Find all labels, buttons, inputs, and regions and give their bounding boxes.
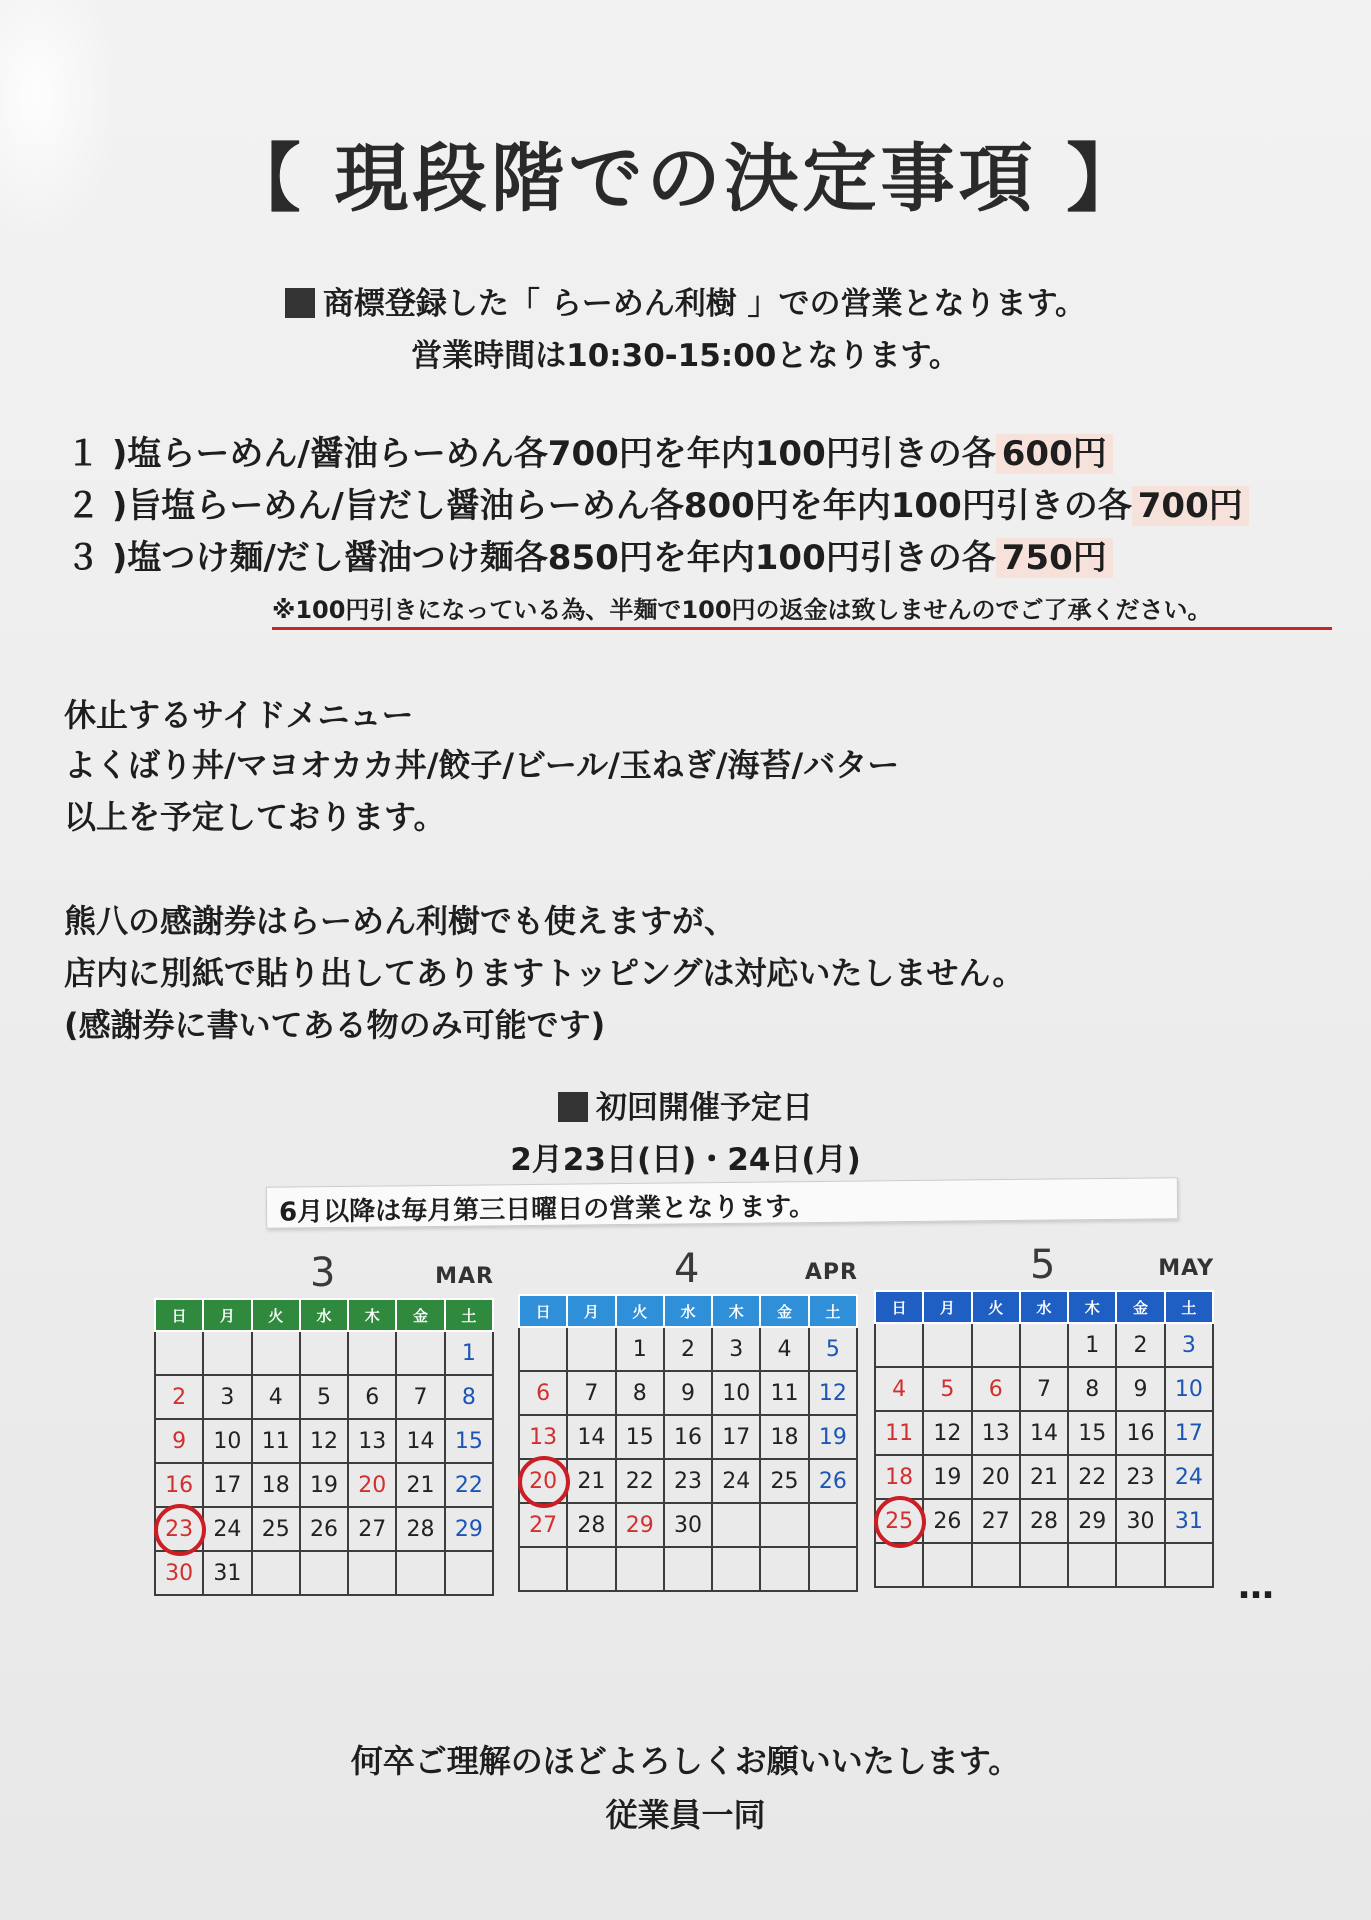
calendar-day: 24 [203, 1507, 251, 1551]
price-highlight: 600円 [996, 434, 1113, 474]
calendar-week-row [875, 1411, 1213, 1455]
calendar-empty-cell [972, 1323, 1020, 1367]
calendar-week-row [155, 1331, 493, 1375]
pasted-note-slip: 6月以降は毎月第三日曜日の営業となります。 [266, 1177, 1178, 1229]
calendar-day: 17 [712, 1415, 760, 1459]
calendar-day: 24 [1165, 1455, 1213, 1499]
weekday-header: 土 [1165, 1291, 1213, 1323]
weekday-header: 木 [1068, 1291, 1116, 1323]
calendar-day: 29 [445, 1507, 493, 1551]
calendar-month-5 [874, 1242, 1214, 1612]
calendar-day: 20 [348, 1463, 396, 1507]
calendar-day: 8 [445, 1375, 493, 1419]
calendar-day: 15 [616, 1415, 664, 1459]
calendar-week-row [875, 1367, 1213, 1411]
calendar-empty-cell [252, 1331, 300, 1375]
calendar-day: 1 [616, 1327, 664, 1371]
page-title: 【 現段階での決定事項 】 [226, 136, 1145, 222]
calendar-day: 26 [923, 1499, 971, 1543]
calendar-day: 30 [155, 1551, 203, 1595]
calendar-day: 21 [567, 1459, 615, 1503]
calendar-day: 18 [252, 1463, 300, 1507]
calendar-week-row [519, 1371, 857, 1415]
calendar-empty-cell [1116, 1543, 1164, 1587]
calendar-day: 23 [664, 1459, 712, 1503]
calendar-day: 15 [1068, 1411, 1116, 1455]
calendar-day: 5 [300, 1375, 348, 1419]
intro-line-1: 商標登録した「 らーめん利樹 」での営業となります。 [0, 278, 1371, 323]
calendar-empty-cell [923, 1543, 971, 1587]
calendar-day: 4 [252, 1375, 300, 1419]
calendar-day: 11 [875, 1411, 923, 1455]
calendar-empty-cell [972, 1543, 1020, 1587]
calendar-empty-cell [760, 1547, 808, 1591]
calendar-empty-cell [923, 1323, 971, 1367]
calendar-day: 22 [445, 1463, 493, 1507]
calendar-day: 26 [809, 1459, 857, 1503]
calendar-day: 29 [1068, 1499, 1116, 1543]
calendar-day: 10 [203, 1419, 251, 1463]
calendar-week-row [519, 1327, 857, 1371]
calendar-day: 4 [760, 1327, 808, 1371]
weekday-header: 火 [252, 1299, 300, 1331]
calendar-day: 11 [760, 1371, 808, 1415]
calendar-empty-cell [348, 1551, 396, 1595]
calendar-day: 14 [567, 1415, 615, 1459]
calendar-month-abbr: APR [804, 1260, 858, 1285]
calendar-day: 6 [348, 1375, 396, 1419]
calendar-empty-cell [760, 1503, 808, 1547]
calendar-day: 18 [760, 1415, 808, 1459]
calendar-empty-cell [519, 1547, 567, 1591]
calendar-week-row [155, 1507, 493, 1551]
price-note: ※100円引きになっている為、半麺で100円の返金は致しませんのでご了承ください。 [272, 590, 1332, 630]
calendar-day: 25 [760, 1459, 808, 1503]
calendar-day: 3 [1165, 1323, 1213, 1367]
calendar-week-row [875, 1455, 1213, 1499]
weekday-header: 水 [300, 1299, 348, 1331]
calendar-day: 25 [875, 1499, 923, 1543]
calendar-empty-cell [203, 1331, 251, 1375]
calendar-day: 1 [445, 1331, 493, 1375]
calendar-empty-cell [252, 1551, 300, 1595]
calendar-empty-cell [300, 1551, 348, 1595]
calendar-day: 19 [300, 1463, 348, 1507]
calendar-day: 17 [203, 1463, 251, 1507]
calendar-day: 27 [519, 1503, 567, 1547]
calendar-day: 27 [348, 1507, 396, 1551]
weekday-header: 火 [616, 1295, 664, 1327]
weekday-header: 金 [1116, 1291, 1164, 1323]
calendar-day: 5 [923, 1367, 971, 1411]
calendar-month-number: 3 [310, 1250, 336, 1296]
weekday-header: 日 [875, 1291, 923, 1323]
side-menu-heading: 休止するサイドメニュー [64, 696, 414, 734]
calendar-day: 19 [923, 1455, 971, 1499]
calendar-day: 19 [809, 1415, 857, 1459]
calendar-day: 10 [712, 1371, 760, 1415]
calendar-day: 30 [1116, 1499, 1164, 1543]
calendar-month-number: 4 [674, 1246, 700, 1292]
calendar-empty-cell [567, 1327, 615, 1371]
calendar-day: 25 [252, 1507, 300, 1551]
calendar-day: 9 [664, 1371, 712, 1415]
calendar-empty-cell [616, 1547, 664, 1591]
calendar-day: 24 [712, 1459, 760, 1503]
price-item-2: ２ )旨塩らーめん/旨だし醤油らーめん各800円を年内100円引きの各 700円 [66, 478, 1249, 527]
calendar-day: 28 [396, 1507, 444, 1551]
price-highlight: 700円 [1132, 486, 1249, 526]
calendar-week-row [155, 1551, 493, 1595]
calendar-day: 7 [1020, 1367, 1068, 1411]
calendar-day: 6 [519, 1371, 567, 1415]
calendar-day: 15 [445, 1419, 493, 1463]
calendar-empty-cell [519, 1327, 567, 1371]
business-hours: 営業時間は10:30-15:00となります。 [411, 338, 960, 374]
calendar-day: 18 [875, 1455, 923, 1499]
calendar-day: 7 [567, 1371, 615, 1415]
calendar-empty-cell [155, 1331, 203, 1375]
weekday-header: 水 [664, 1295, 712, 1327]
calendar-week-row [155, 1419, 493, 1463]
calendar-day: 16 [1116, 1411, 1164, 1455]
calendar-day: 31 [1165, 1499, 1213, 1543]
weekday-header: 金 [396, 1299, 444, 1331]
square-bullet-icon [285, 288, 315, 318]
calendar-empty-cell [348, 1331, 396, 1375]
weekday-header: 月 [923, 1291, 971, 1323]
calendar-day: 12 [300, 1419, 348, 1463]
calendar-week-row [875, 1543, 1213, 1587]
calendar-grid [154, 1298, 494, 1596]
calendar-day: 13 [348, 1419, 396, 1463]
calendar-day: 17 [1165, 1411, 1213, 1455]
calendar-day: 9 [1116, 1367, 1164, 1411]
calendar-day: 9 [155, 1419, 203, 1463]
calendar-day: 21 [396, 1463, 444, 1507]
voucher-line-1: 熊八の感謝券はらーめん利樹でも使えますが、 [64, 902, 737, 940]
calendar-day: 14 [396, 1419, 444, 1463]
calendar-grid [874, 1290, 1214, 1588]
price-item-3: ３ )塩つけ麺/だし醤油つけ麺各850円を年内100円引きの各 750円 [66, 530, 1113, 579]
weekday-header: 金 [760, 1295, 808, 1327]
calendar-day: 28 [1020, 1499, 1068, 1543]
calendar-day: 5 [809, 1327, 857, 1371]
calendar-week-row [155, 1375, 493, 1419]
calendar-empty-cell [300, 1331, 348, 1375]
calendar-day: 20 [519, 1459, 567, 1503]
weekday-header: 土 [809, 1295, 857, 1327]
weekday-header: 土 [445, 1299, 493, 1331]
calendar-empty-cell [809, 1547, 857, 1591]
calendar-empty-cell [1020, 1543, 1068, 1587]
voucher-line-2: 店内に別紙で貼り出してありますトッピングは対応いたしません。 [64, 954, 1025, 992]
calendar-day: 14 [1020, 1411, 1068, 1455]
calendar-empty-cell [567, 1547, 615, 1591]
footer-signature: 従業員一同 [605, 1796, 766, 1834]
calendar-empty-cell [875, 1543, 923, 1587]
calendar-day: 3 [203, 1375, 251, 1419]
calendar-day: 2 [155, 1375, 203, 1419]
calendar-empty-cell [712, 1503, 760, 1547]
weekday-header: 火 [972, 1291, 1020, 1323]
calendar-day: 6 [972, 1367, 1020, 1411]
calendar-empty-cell [809, 1503, 857, 1547]
calendar-day: 28 [567, 1503, 615, 1547]
calendar-day: 16 [664, 1415, 712, 1459]
calendar-day: 20 [972, 1455, 1020, 1499]
calendar-day: 23 [155, 1507, 203, 1551]
calendar-month-4 [518, 1246, 858, 1616]
calendar-day: 12 [923, 1411, 971, 1455]
calendar-empty-cell [396, 1331, 444, 1375]
calendar-day: 7 [396, 1375, 444, 1419]
calendar-day: 11 [252, 1419, 300, 1463]
calendar-day: 16 [155, 1463, 203, 1507]
side-menu-closing: 以上を予定しております。 [64, 798, 446, 836]
calendar-day: 12 [809, 1371, 857, 1415]
calendar-week-row [519, 1547, 857, 1591]
price-highlight: 750円 [996, 538, 1113, 578]
calendar-grid [518, 1294, 858, 1592]
calendar-empty-cell [875, 1323, 923, 1367]
calendar-day: 8 [616, 1371, 664, 1415]
calendar-day: 10 [1165, 1367, 1213, 1411]
weekday-header: 月 [567, 1295, 615, 1327]
calendar-day: 3 [712, 1327, 760, 1371]
calendar-empty-cell [1020, 1323, 1068, 1367]
calendar-week-row [519, 1415, 857, 1459]
weekday-header: 日 [155, 1299, 203, 1331]
calendar-empty-cell [1068, 1543, 1116, 1587]
calendar-day: 8 [1068, 1367, 1116, 1411]
calendar-day: 13 [519, 1415, 567, 1459]
weekday-header: 日 [519, 1295, 567, 1327]
calendar-month-3 [154, 1250, 494, 1620]
calendar-week-row [519, 1459, 857, 1503]
calendar-day: 27 [972, 1499, 1020, 1543]
calendar-day: 4 [875, 1367, 923, 1411]
calendar-empty-cell [445, 1551, 493, 1595]
calendar-empty-cell [396, 1551, 444, 1595]
calendar-day: 22 [616, 1459, 664, 1503]
opening-dates: 2月23日(日)・24日(月) [510, 1142, 861, 1178]
price-item-1: １ )塩らーめん/醤油らーめん各700円を年内100円引きの各 600円 [66, 426, 1113, 475]
calendar-day: 23 [1116, 1455, 1164, 1499]
weekday-header: 月 [203, 1299, 251, 1331]
calendar-week-row [519, 1503, 857, 1547]
square-bullet-icon [558, 1092, 588, 1122]
footer-line-1: 何卒ご理解のほどよろしくお願いいたします。 [350, 1742, 1021, 1780]
calendar-week-row [155, 1463, 493, 1507]
weekday-header: 木 [712, 1295, 760, 1327]
calendar-day: 22 [1068, 1455, 1116, 1499]
calendar-day: 2 [664, 1327, 712, 1371]
more-indicator: … [1238, 1566, 1276, 1607]
calendar-empty-cell [1165, 1543, 1213, 1587]
side-menu-items: よくばり丼/マヨオカカ丼/餃子/ビール/玉ねぎ/海苔/バター [64, 746, 900, 784]
calendar-month-abbr: MAY [1158, 1256, 1214, 1281]
calendar-day: 30 [664, 1503, 712, 1547]
calendar-day: 21 [1020, 1455, 1068, 1499]
calendar-week-row [875, 1323, 1213, 1367]
opening-heading: 初回開催予定日 [0, 1082, 1371, 1127]
calendar-month-abbr: MAR [435, 1264, 494, 1289]
calendar-day: 31 [203, 1551, 251, 1595]
calendar-empty-cell [712, 1547, 760, 1591]
calendar-month-number: 5 [1030, 1242, 1056, 1288]
calendar-day: 26 [300, 1507, 348, 1551]
calendar-day: 29 [616, 1503, 664, 1547]
weekday-header: 木 [348, 1299, 396, 1331]
calendar-day: 1 [1068, 1323, 1116, 1367]
voucher-line-3: (感謝券に書いてある物のみ可能です) [64, 1006, 606, 1044]
weekday-header: 水 [1020, 1291, 1068, 1323]
calendar-week-row [875, 1499, 1213, 1543]
calendar-day: 13 [972, 1411, 1020, 1455]
calendar-day: 2 [1116, 1323, 1164, 1367]
calendar-empty-cell [664, 1547, 712, 1591]
